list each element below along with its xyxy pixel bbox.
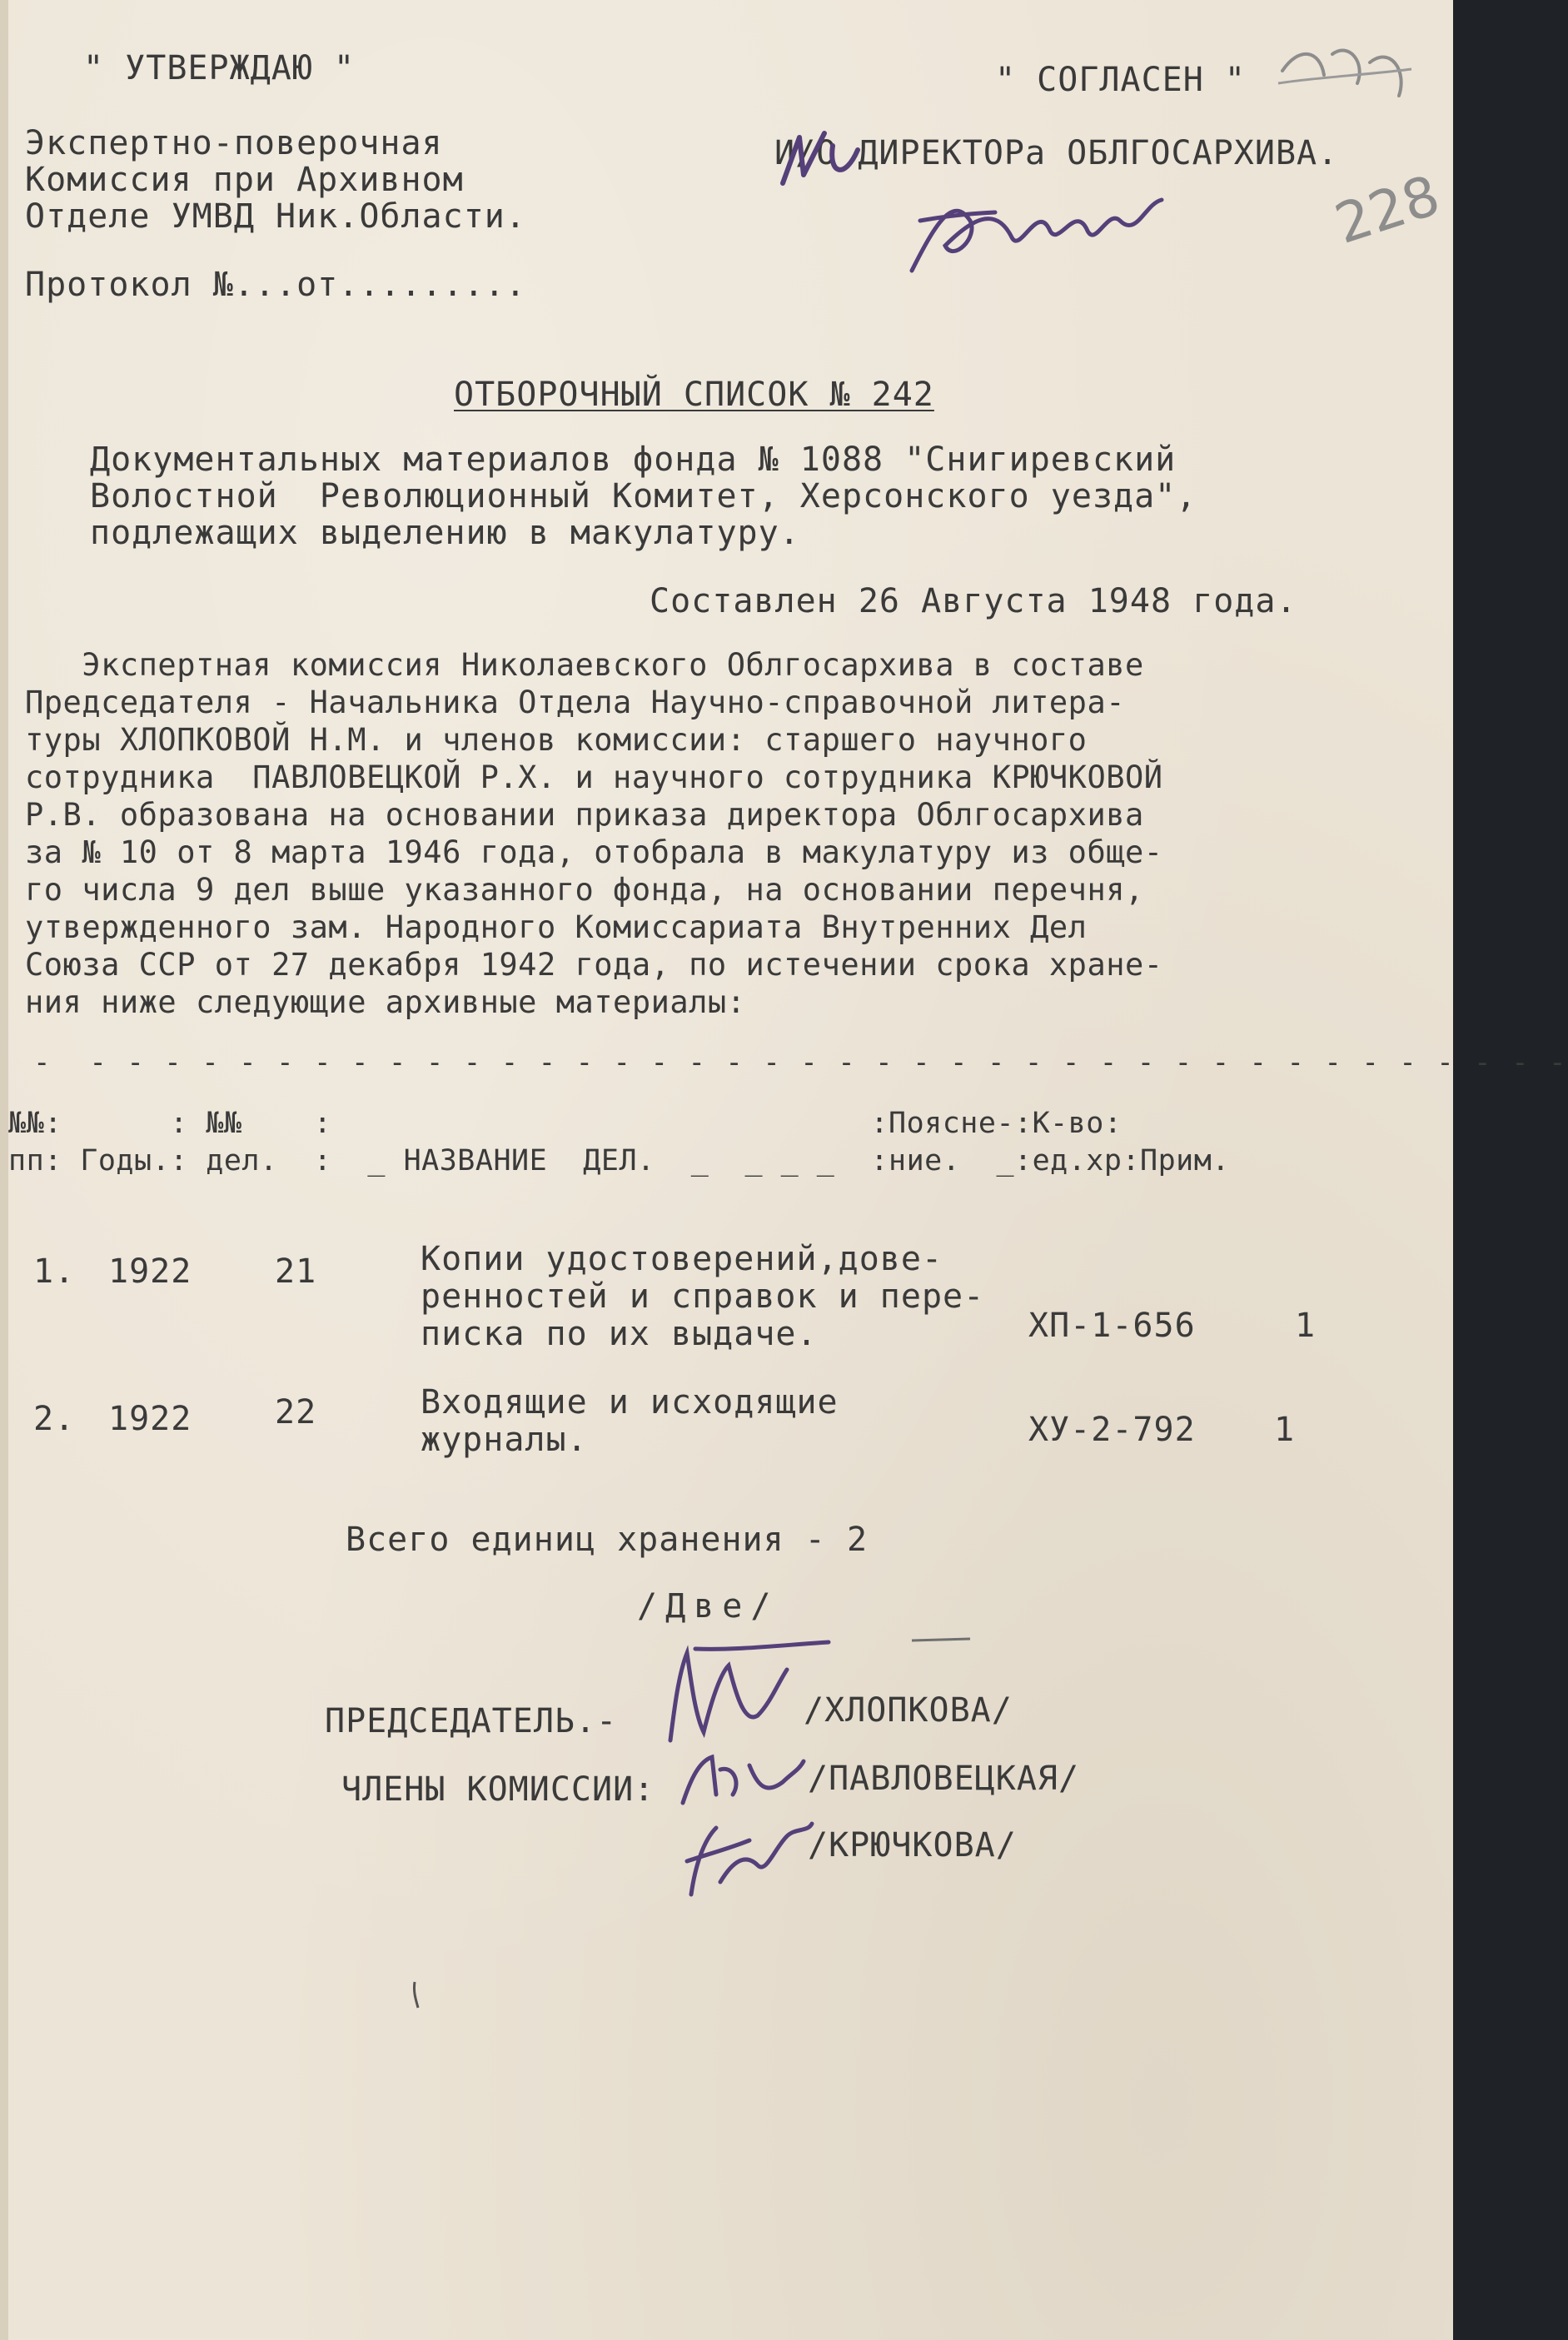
total-in-words: /Две/ [637, 1587, 779, 1626]
body-line-7: го числа 9 дел выше указанного фонда, на основании перечня, [25, 872, 1144, 908]
row-1-title-3: писка по их выдаче. [421, 1315, 818, 1353]
agree-line: И/О ДИРЕКТОРа ОБЛГОСАРХИВА. [774, 134, 1339, 172]
total-units: Всего единиц хранения - 2 [346, 1521, 869, 1559]
body-line-5: Р.В. образована на основании приказа директора Облгосархива [25, 797, 1144, 833]
member-name-1: /ПАВЛОВЕЦКАЯ/ [808, 1760, 1080, 1798]
body-line-1: Экспертная комиссия Николаевского Облгосархива в составе [25, 647, 1144, 683]
row-1-num: 1. [33, 1252, 76, 1291]
row-2-num: 2. [33, 1400, 76, 1438]
body-line-8: утвержденного зам. Народного Комиссариата Внутренних Дел [25, 909, 1088, 945]
row-2-title-1: Входящие и исходящие [421, 1383, 839, 1421]
svg-text:228: 228 [1327, 162, 1447, 256]
subtitle-line-2: Волостной Революционный Комитет, Херсонского уезда", [90, 477, 1197, 515]
approve-line-3: Отделе УМВД Ник.Области. [25, 197, 526, 236]
page-number-pencil [1327, 154, 1447, 262]
director-signature [895, 171, 1195, 304]
pencil-corner-mark [1274, 37, 1416, 112]
approve-title: " УТВЕРЖДАЮ " [83, 49, 356, 87]
agree-title: " СОГЛАСЕН " [995, 61, 1246, 99]
row-1-units: 1 [1295, 1307, 1317, 1345]
member-name-2: /КРЮЧКОВА/ [808, 1826, 1017, 1865]
table-divider: - - - - - - - - - - - - - - - - - - - - - - - - - - - - - - - - - - - - - - - - - [33, 1046, 1568, 1079]
chairman-name: /ХЛОПКОВА/ [804, 1691, 1013, 1730]
row-1-title-1: Копии удостоверений,дове- [421, 1240, 943, 1278]
subtitle-line-3: подлежащих выделению в макулатуру. [90, 514, 800, 552]
approve-line-1: Экспертно-поверочная [25, 124, 443, 162]
row-1-year: 1922 [108, 1252, 192, 1291]
row-2-title-2: журналы. [421, 1421, 588, 1459]
body-line-6: за № 10 от 8 марта 1946 года, отобрала в макулатуру из обще- [25, 834, 1163, 870]
row-2-case: 22 [275, 1393, 317, 1431]
pencil-stroke [908, 1632, 974, 1649]
page-edge [0, 0, 8, 2340]
chairman-label: ПРЕДСЕДАТЕЛЬ.- [325, 1702, 618, 1740]
row-1-case: 21 [275, 1252, 317, 1291]
subtitle-line-1: Документальных материалов фонда № 1088 "Снигиревский [90, 441, 1177, 479]
row-1-note: ХП-1-656 [1028, 1307, 1196, 1345]
body-line-2: Председателя - Начальника Отдела Научно-справочной литера- [25, 685, 1126, 720]
row-2-year: 1922 [108, 1400, 192, 1438]
body-line-3: туры ХЛОПКОВОЙ Н.М. и членов комиссии: старшего научного [25, 722, 1088, 758]
table-header-line-1: №№: : №№ : :Поясне-:К-во: [8, 1107, 1122, 1140]
table-header-line-2: пп: Годы.: дел. : _ НАЗВАНИЕ ДЕЛ. _ _ _ _ :ние. _:ед.хр:Прим. [8, 1144, 1230, 1177]
row-1-title-2: ренностей и справок и пере- [421, 1277, 985, 1316]
members-label: ЧЛЕНЫ КОМИССИИ: [341, 1770, 655, 1809]
row-2-note: ХУ-2-792 [1028, 1411, 1196, 1449]
body-line-4: сотрудника ПАВЛОВЕЦКОЙ Р.Х. и научного сотрудника КРЮЧКОВОЙ [25, 759, 1163, 795]
protocol-line: Протокол №...от......... [25, 266, 526, 304]
body-line-9: Союза ССР от 27 декабря 1942 года, по истечении срока хране- [25, 947, 1163, 983]
row-2-units: 1 [1274, 1411, 1296, 1449]
pencil-tick [408, 1978, 425, 2011]
approve-line-2: Комиссия при Архивном [25, 161, 464, 199]
document-title: ОТБОРОЧНЫЙ СПИСОК № 242 [454, 376, 934, 414]
body-line-10: ния ниже следующие архивные материалы: [25, 984, 746, 1020]
compiled-date: Составлен 26 Августа 1948 года. [650, 582, 1297, 620]
member-1-signature [674, 1745, 808, 1820]
member-2-signature [670, 1803, 820, 1911]
